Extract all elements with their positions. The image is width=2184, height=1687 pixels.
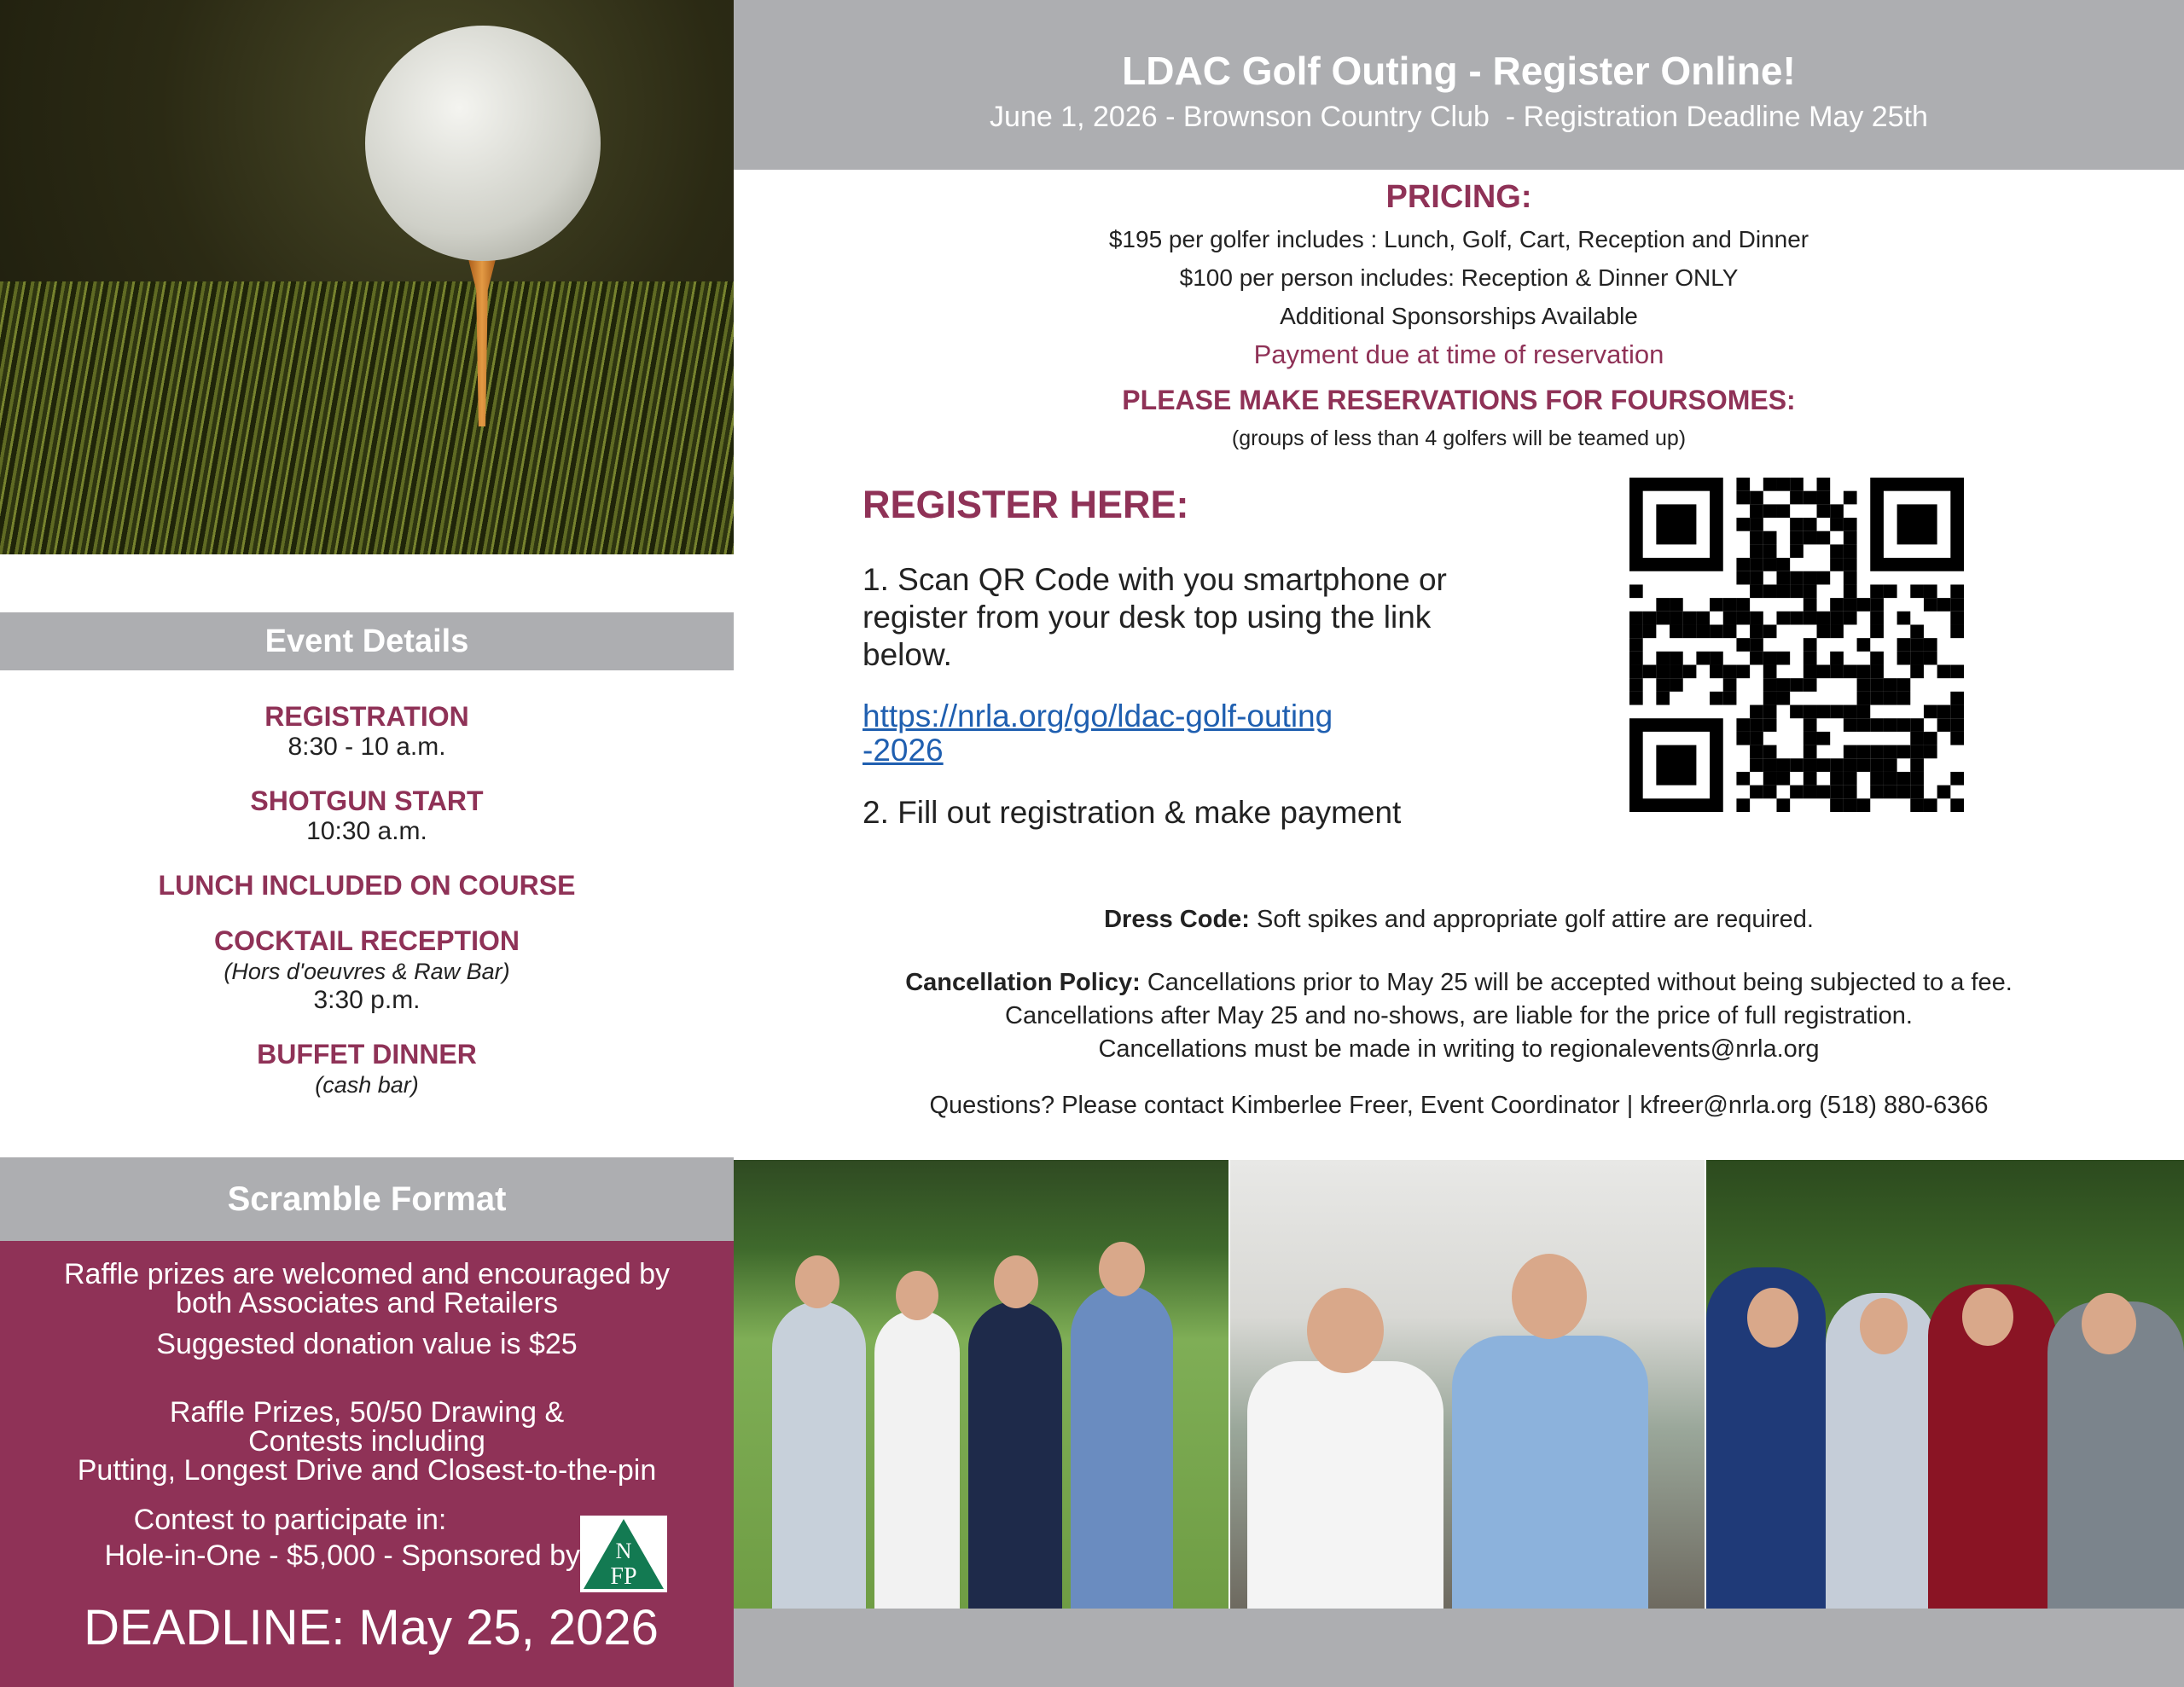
registration-time: 8:30 - 10 a.m.	[288, 733, 446, 761]
register-heading: REGISTER HERE:	[863, 483, 1189, 526]
register-step-1: 1. Scan QR Code with you smartphone or register from your desk top using the link below.	[863, 562, 1447, 672]
golf-ball-photo	[0, 0, 734, 554]
svg-text:FP: FP	[610, 1563, 637, 1590]
event-subtitle: June 1, 2026 - Brownson Country Club - Registration Deadline May 25th	[990, 101, 1928, 133]
dress-code	[734, 906, 2184, 934]
register-section	[863, 483, 1494, 831]
reception-note: (Hors d'oeuvres & Raw Bar)	[224, 959, 510, 984]
registration-link[interactable]: https://nrla.org/go/ldac-golf-outing-2026	[863, 699, 1333, 768]
reception-title: COCKTAIL RECEPTION	[214, 925, 520, 956]
shotgun-time: 10:30 a.m.	[306, 817, 427, 845]
reception-time: 3:30 p.m.	[313, 986, 421, 1014]
dress-code-text: Soft spikes and appropriate golf attire are required.	[1249, 906, 1814, 933]
contest-text: Contest to participate in:	[133, 1504, 447, 1536]
svg-text:N: N	[615, 1539, 632, 1563]
register-step-2: 2. Fill out registration & make payment	[863, 795, 1402, 830]
dinner-note: (cash bar)	[315, 1072, 419, 1098]
event-details-list	[0, 701, 734, 1099]
cancellation-text: Cancellations prior to May 25 will be accepted without being subjected to a fee.	[1140, 969, 2013, 996]
page-title: LDAC Golf Outing - Register Online!	[1122, 49, 1796, 93]
pricing-section	[734, 179, 2184, 450]
cancellation-line: Cancellations after May 25 and no-shows, are liable for the price of full registration.	[1005, 1002, 1913, 1029]
policies-section	[734, 906, 2184, 1120]
cancellation-policy	[734, 966, 2184, 1000]
hole-in-one-text: Hole-in-One - $5,000 - Sponsored by	[104, 1539, 580, 1572]
prizes-text: Putting, Longest Drive and Closest-to-the-pin	[77, 1454, 657, 1487]
prizes-text: Raffle Prizes, 50/50 Drawing &	[169, 1396, 565, 1429]
nfp-sponsor-logo	[580, 1516, 667, 1592]
cancellation-line: Cancellations must be made in writing to regionalevents@nrla.org	[1098, 1035, 1820, 1063]
golfers-photo-1	[734, 1160, 1228, 1609]
raffle-section	[0, 1241, 734, 1687]
golfers-photo-2	[1230, 1160, 1705, 1609]
shotgun-title: SHOTGUN START	[250, 786, 484, 816]
foursomes-heading: PLEASE MAKE RESERVATIONS FOR FOURSOMES:	[1122, 385, 1796, 415]
raffle-text: Raffle prizes are welcomed and encouraged by both Associates and Retailers	[63, 1258, 670, 1319]
cancellation-label: Cancellation Policy:	[905, 969, 1141, 996]
event-details-heading: Event Details	[0, 612, 734, 670]
golfers-photo-3	[1706, 1160, 2184, 1609]
foursomes-note: (groups of less than 4 golfers will be teamed up)	[1231, 426, 1687, 450]
footer-bar	[734, 1609, 2184, 1687]
lunch-title: LUNCH INCLUDED ON COURSE	[158, 870, 576, 901]
dress-code-label: Dress Code:	[1104, 906, 1250, 933]
pricing-line: $195 per golfer includes : Lunch, Golf, Cart, Reception and Dinner	[1108, 226, 1809, 252]
dinner-title: BUFFET DINNER	[257, 1039, 477, 1070]
header-banner	[734, 0, 2184, 170]
pricing-line: Additional Sponsorships Available	[1280, 303, 1638, 329]
payment-note: Payment due at time of reservation	[1253, 339, 1664, 369]
scramble-heading: Scramble Format	[0, 1157, 734, 1241]
pricing-line: $100 per person includes: Reception & Dinner ONLY	[1179, 264, 1739, 291]
pricing-heading: PRICING:	[1385, 179, 1532, 215]
deadline-text: DEADLINE: May 25, 2026	[84, 1600, 659, 1655]
registration-title: REGISTRATION	[264, 701, 469, 732]
qr-code[interactable]	[1629, 478, 1964, 812]
prizes-text: Contests including	[248, 1425, 485, 1458]
donation-text: Suggested donation value is $25	[156, 1328, 578, 1360]
contact-info: Questions? Please contact Kimberlee Freer, Event Coordinator | kfreer@nrla.org (518) 880-6366	[929, 1092, 1989, 1119]
